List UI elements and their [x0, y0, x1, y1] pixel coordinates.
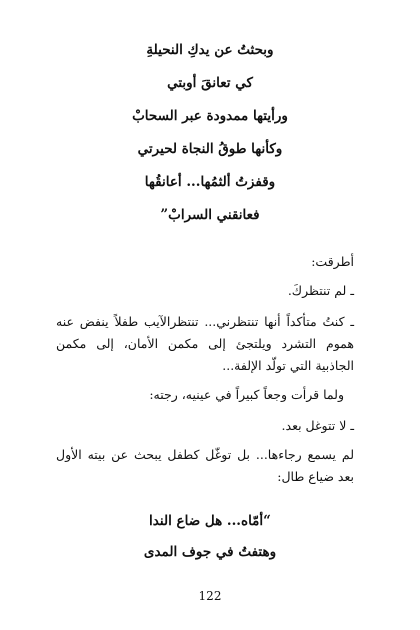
paragraph: أطرقت: [311, 254, 354, 269]
poem-line: وبحثتُ عن يدكِ النحيلةِ [146, 42, 274, 58]
poem-line: ورأيتها ممدودة عبر السحابْ [132, 108, 288, 124]
page-number: 122 [198, 589, 222, 603]
paragraph: لم يسمع رجاءها... بل توغّل كطفل يبحث عن بيته الأول بعد ضياع طال: [56, 447, 354, 484]
prose-body [56, 251, 354, 488]
poem-line: “أمّاه... هل ضاع الندا [149, 513, 271, 529]
poem-line: وكأنها طوقُ النجاة لحيرتي [137, 141, 283, 157]
paragraph: ـ كنتُ متأكداً أنها تنتظرني... تنتظرالآيب طفلاً ينفض عنه هموم التشرد ويلتجئ إلى مكمن الأمان، إلى مكمن الجاذبية التي تولّد الإلفة... [56, 314, 354, 373]
poem-line: كي تعانقَ أوبتي [167, 75, 253, 91]
poem-line: فعانقني السرابْ” [160, 207, 260, 223]
poem-line: وهتفتُ في جوف المدى [143, 544, 277, 560]
paragraph: ـ لم تنتظركَ. [287, 283, 354, 298]
paragraph: ولما قرأت وجعاً كبيراً في عينيه، رجته: [149, 387, 344, 402]
poem-line: وقفزتُ ألثمُها... أعانقُها [144, 174, 276, 190]
paragraph: ـ لا تتوغل بعد. [281, 418, 354, 433]
closing-poem [0, 506, 420, 568]
poem-stanza [0, 34, 420, 232]
